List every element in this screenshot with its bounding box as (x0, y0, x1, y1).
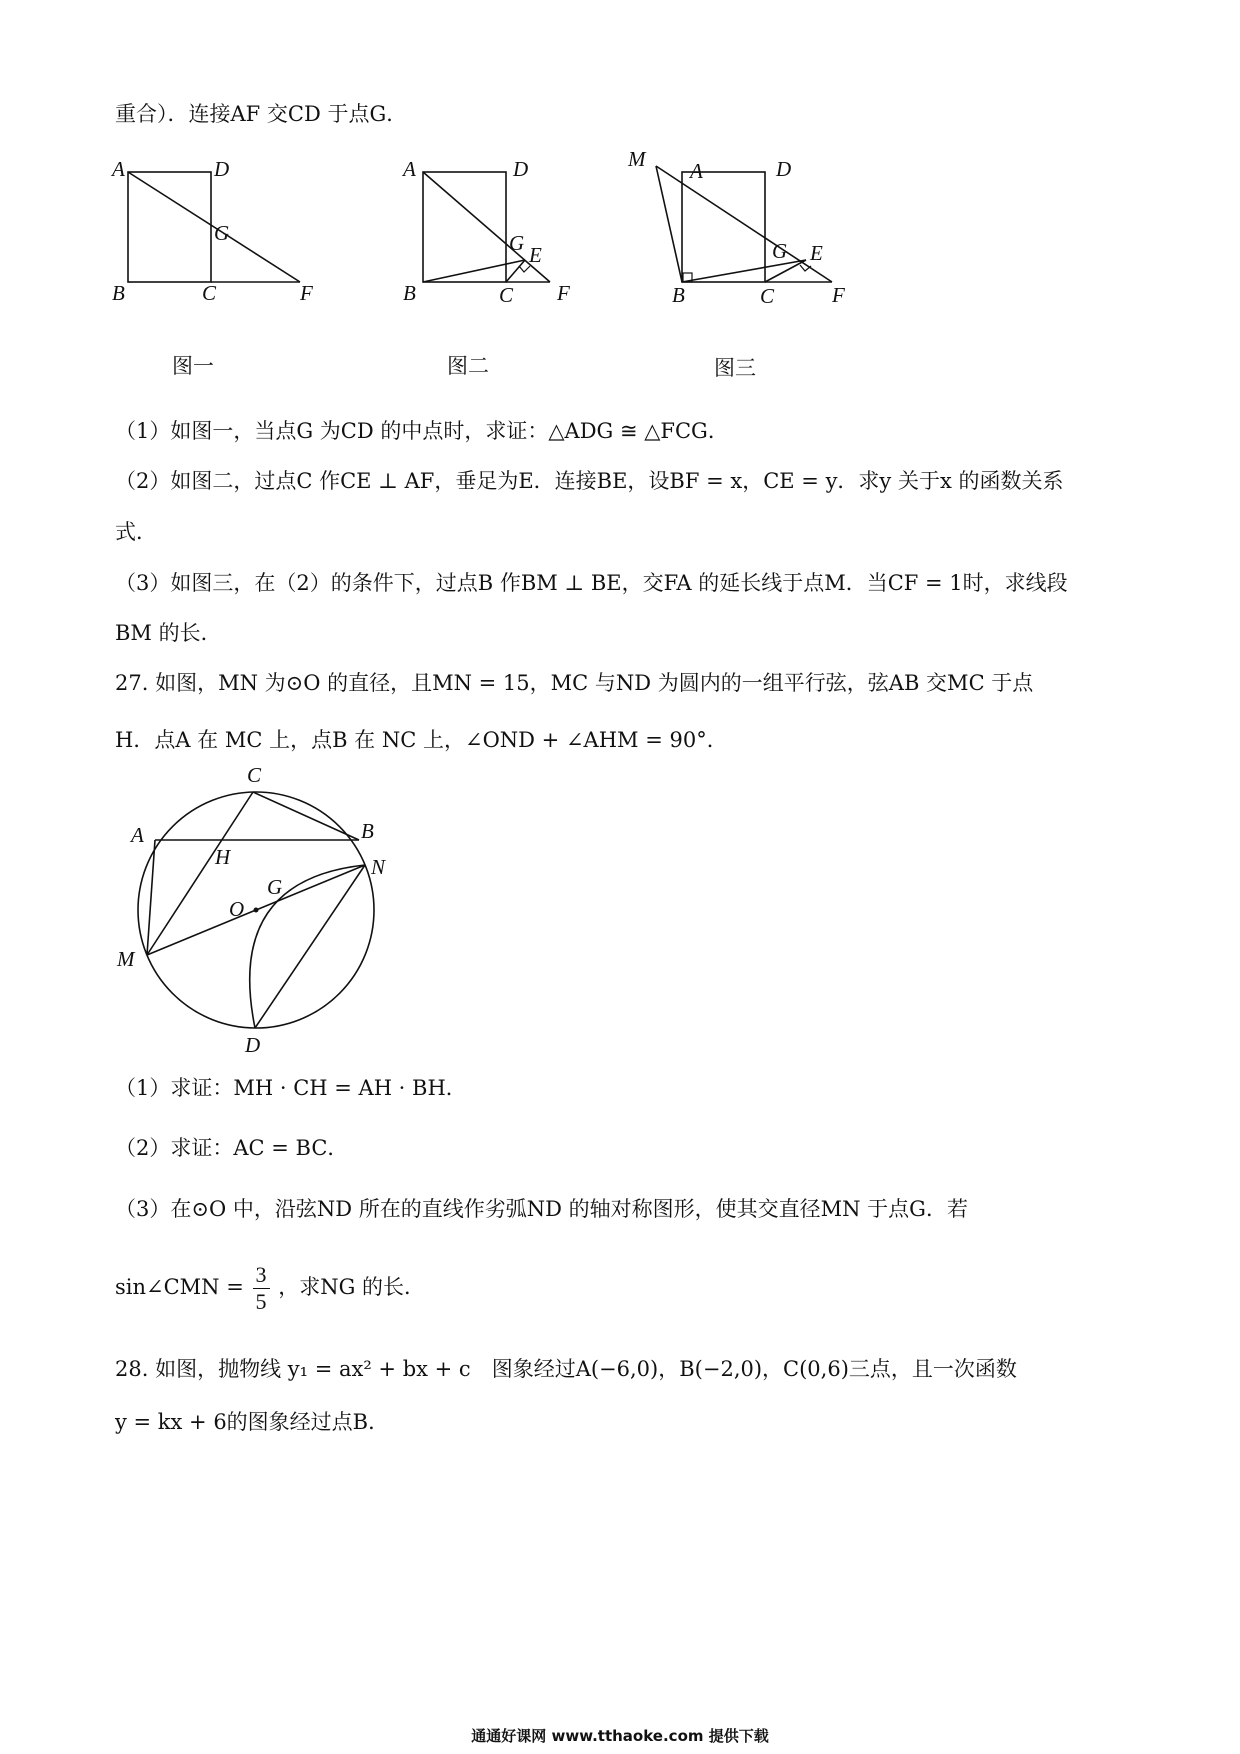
q26-part1: （1）如图一，当点G 为CD 的中点时，求证：△ADG ≅ △FCG． (115, 419, 729, 443)
svg-text:G: G (214, 221, 230, 245)
figure-1-label: 图一 (172, 354, 214, 378)
svg-text:A: A (403, 160, 416, 181)
q27-part1: （1）求证：MH · CH = AH · BH． (115, 1076, 467, 1100)
svg-text:D: D (776, 157, 792, 181)
figure-1 (110, 160, 360, 310)
svg-text:O: O (229, 897, 245, 921)
svg-text:B: B (403, 281, 416, 305)
figure-3 (620, 140, 860, 315)
figure-2 (395, 160, 595, 310)
fraction-numerator: 3 (253, 1262, 270, 1289)
svg-text:F: F (300, 281, 313, 305)
svg-text:M: M (628, 147, 646, 171)
svg-text:M: M (117, 947, 135, 971)
svg-text:N: N (371, 855, 386, 879)
svg-text:H: H (215, 845, 231, 869)
q27-part3-line2 (115, 1262, 425, 1315)
svg-text:G: G (267, 875, 283, 899)
figure-3-label: 图三 (714, 356, 756, 380)
svg-text:E: E (529, 243, 542, 267)
svg-text:B: B (672, 283, 685, 307)
q27-line1: 27. 如图，MN 为⊙O 的直径，且MN = 15，MC 与ND 为圆内的一组平行弦，弦AB 交MC 于点 (115, 671, 1034, 695)
svg-text:D: D (245, 1033, 261, 1057)
q27-part3-line1: （3）在⊙O 中，沿弦ND 所在的直线作劣弧ND 的轴对称图形，使其交直径MN 于点G．若 (115, 1197, 968, 1221)
svg-text:C: C (202, 281, 217, 305)
svg-text:B: B (112, 281, 125, 305)
svg-text:C: C (247, 763, 262, 787)
svg-text:B: B (361, 819, 374, 843)
q27-part2: （2）求证：AC = BC． (115, 1136, 349, 1160)
q27-line2: H．点A 在 MC 上，点B 在 NC 上，∠OND + ∠AHM = 90°． (115, 728, 728, 752)
sin-expression: sin∠CMN = (115, 1275, 244, 1299)
q26-part3-line2: BM 的长． (115, 621, 222, 645)
q28-line1: 28. 如图，抛物线 y₁ = ax² + bx + c 图象经过A(−6,0)，B(−2,0)，C(0,6)三点，且一次函数 (115, 1357, 1017, 1381)
svg-text:A: A (131, 823, 144, 847)
svg-text:F: F (832, 283, 845, 307)
figure-circle (105, 760, 405, 1060)
fraction (253, 1262, 270, 1315)
svg-text:A: A (690, 159, 703, 183)
svg-text:C: C (760, 284, 775, 308)
svg-text:F: F (557, 281, 570, 305)
q26-part3-line1: （3）如图三，在（2）的条件下，过点B 作BM ⊥ BE，交FA 的延长线于点M．当CF = 1时，求线段 (115, 571, 1068, 595)
svg-text:D: D (513, 160, 529, 181)
svg-text:A: A (112, 160, 125, 181)
svg-text:C: C (499, 283, 514, 307)
intro-line: 重合）．连接AF 交CD 于点G． (115, 102, 408, 126)
svg-text:D: D (214, 160, 230, 181)
q26-part2-line2: 式． (115, 520, 157, 544)
fraction-denominator: 5 (255, 1289, 267, 1314)
footer-watermark: 通通好课网 www.tthaoke.com 提供下载 (471, 1727, 769, 1745)
svg-text:E: E (810, 241, 823, 265)
q26-part2-line1: （2）如图二，过点C 作CE ⊥ AF，垂足为E．连接BE，设BF = x，CE = y．求y 关于x 的函数关系 (115, 469, 1064, 493)
figure-2-label: 图二 (447, 354, 489, 378)
svg-text:G: G (509, 231, 525, 255)
q28-line2: y = kx + 6的图象经过点B． (115, 1410, 390, 1434)
svg-text:G: G (772, 239, 788, 263)
q27-part3-tail: ，求NG 的长． (278, 1275, 426, 1299)
